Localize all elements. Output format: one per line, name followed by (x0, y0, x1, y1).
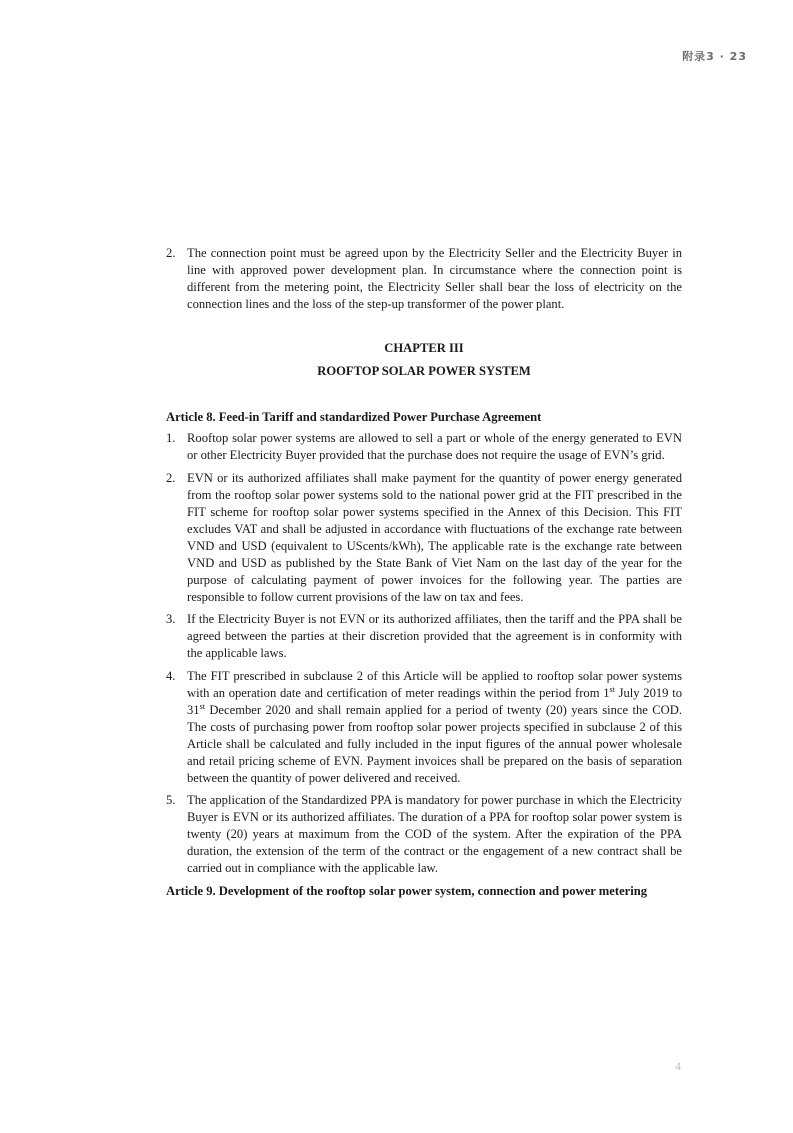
chapter-number: CHAPTER III (384, 340, 464, 355)
page-number: 4 (675, 1059, 681, 1073)
list-item-number: 1. (166, 431, 176, 446)
list-item-text: EVN or its authorized affiliates shall make payment for the quantity of power energy generated from the rooftop solar power systems sold to the national power grid at the FIT prescribed in the FIT scheme for rooftop solar power systems specified in the Annex of this Decision. This FIT excludes VAT and shall be adjusted in accordance with fluctuations of the exchange rate between VND and USD (equivalent to UScents/kWh), The applicable rate is the exchange rate between VND and USD as published by the State Bank of Viet Nam on the last day of the year for the purpose of calculating payment of power invoices for the following year. The parties are responsible to follow current provisions of the law on tax and fees. (187, 471, 682, 604)
list-item-text-part-c: December 2020 and shall remain applied for a period of twenty (20) years since the COD. The costs of purchasing power from rooftop solar power projects specified in subclause 2 of this Article shall be calculated and fully included in the input figures of the annual power wholesale and retail pricing scheme of EVN. Payment invoices shall be prepared on the basis of separation between the quantity of power delivered and received. (187, 702, 682, 785)
list-item-text-part-a: The FIT prescribed in subclause 2 of this Article will be applied to rooftop solar power systems with an operation date and certification of meter readings within the period from 1 (187, 669, 682, 701)
ordinal-suffix: st (199, 701, 205, 711)
list-item-text: Rooftop solar power systems are allowed to sell a part or whole of the energy generated to EVN or other Electricity Buyer provided that the purchase does not require the usage of EVN’s grid. (187, 431, 682, 463)
list-item-prev-2 (166, 245, 682, 313)
article-9-heading: Article 9. Development of the rooftop solar power system, connection and power metering (166, 884, 648, 898)
chapter-title: ROOFTOP SOLAR POWER SYSTEM (317, 363, 531, 378)
list-item-number: 5. (166, 793, 176, 808)
list-item-article8-4 (166, 668, 682, 786)
list-item-article8-1 (166, 430, 682, 464)
list-item-number: 2. (166, 246, 176, 260)
list-item-article8-3 (166, 611, 682, 662)
list-item-article8-2 (166, 470, 682, 605)
list-item-text-part-b: July 2019 to 31 (187, 686, 682, 717)
document-body (166, 245, 682, 904)
ordinal-suffix: st (609, 684, 615, 694)
list-item-text: The application of the Standardized PPA is mandatory for power purchase in which the Electricity Buyer is EVN or its authorized affiliates. The duration of a PPA for rooftop solar power system is twenty (20) years at maximum from the COD of the system. After the expiration of the PPA duration, the extension of the term of the contract or the engagement of a new contract shall be carried out in compliance with the applicable law. (187, 793, 682, 876)
list-item-number: 2. (166, 471, 176, 486)
list-item-number: 4. (166, 669, 176, 684)
list-item-text: The connection point must be agreed upon by the Electricity Seller and the Electricity Buyer in line with approved power development plan. In circumstance where the connection point is different from the metering point, the Electricity Seller shall bear the loss of electricity on the connection lines and the loss of the step-up transformer of the power plant. (187, 246, 682, 311)
list-item-article8-5 (166, 792, 682, 877)
running-head: 附录3 · 23 (682, 50, 747, 63)
list-item-text: If the Electricity Buyer is not EVN or its authorized affiliates, then the tariff and the PPA shall be agreed between the parties at their discretion provided that the agreement is in conformity with the applicable laws. (187, 612, 682, 661)
list-item-number: 3. (166, 612, 176, 627)
article-8-heading: Article 8. Feed-in Tariff and standardized Power Purchase Agreement (166, 410, 542, 425)
